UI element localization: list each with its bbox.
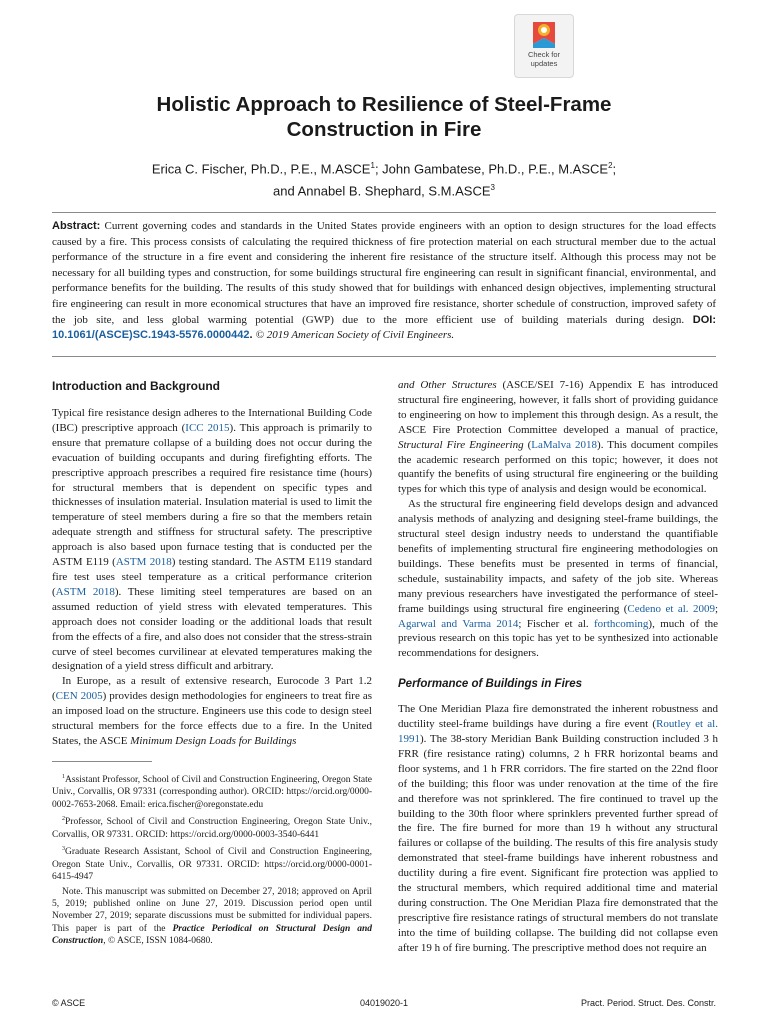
- author-2-affil: 2: [608, 161, 613, 170]
- footer-journal: Pract. Period. Struct. Des. Constr.: [580, 998, 716, 1008]
- citation-link[interactable]: forthcoming: [594, 617, 649, 630]
- footnote-mark: 2: [62, 816, 65, 823]
- text-run: ). This approach is primarily to ensure that premature collapse of a building does not occur during the evacuation of building occupants and during firefighting efforts. The prescriptive approach prescribes a required fire resistance time (hours) for structural members that is dependent on specific types and thicknesses of insulation material. Insulation material is used to limit the temperature of steel members during a fire so that the members retain adequate strength and stiffness for structural safety. The prescriptive approach is also based upon furnace testing that is conducted per the ASTM E119 (: [52, 421, 372, 569]
- paragraph: [398, 378, 718, 497]
- right-column: [398, 378, 718, 956]
- doi-label: DOI:: [684, 313, 716, 326]
- text-run-italic: Minimum Design Loads for Buildings: [130, 734, 297, 747]
- citation-link[interactable]: Agarwal and Varma 2014: [398, 617, 519, 630]
- footer-copyright: © ASCE: [52, 998, 86, 1008]
- abstract-text: Current governing codes and standards in the United States provide engineers with an option to design structures for the load effects caused by a fire. This process consists of calculating the required thickness of fire protection material on each structural member due to the actual performance of the structure in a fire event and considering the inherent fire resistance of the structure itself. Although this process may not be necessary for all building types and construction, for some buildings structural fire engineering can result in significant financial, environmental, and performance benefits for the building. The results of this study showed that for buildings with enhanced design objectives, implementing structural fire engineering can result in more economical structures that have an improved fire resistance, shorter schedule of construction, improved safety of the job site, and less global warming potential (GWP) due to the more efficient use of building materials during design.: [52, 220, 716, 326]
- author-line-2: [60, 178, 708, 200]
- section-heading: Introduction and Background: [52, 379, 220, 393]
- text-run: (ASCE/SEI 7-16) Appendix E has introduced structural fire engineering, however, it falls short of providing guidance to engineering on how to implement this through design. As a result, the ASCE Fire Protection Committee developed a manual of practice,: [398, 379, 718, 436]
- doi-link[interactable]: 10.1061/(ASCE)SC.1943-5576.0000442: [52, 329, 250, 342]
- citation-link[interactable]: ASTM 2018: [115, 556, 172, 569]
- citation-link[interactable]: Cedeno et al. 2009: [627, 602, 715, 615]
- journal-name: Practice Periodical on Structural Design and Construction: [52, 923, 372, 947]
- author-2: ; John Gambatese, Ph.D., P.E., M.ASCE: [374, 161, 609, 177]
- text-run: (: [523, 438, 532, 451]
- author-line-1: [60, 156, 708, 178]
- note-text: Note. This manuscript was submitted on December 27, 2018; approved on April 5, 2019; published online on June 27, 2019. Discussion period open until November 27, 2019; separate discussions must be submitted for individual papers. This paper is part of the: [52, 886, 372, 934]
- abstract-top-rule: [52, 212, 716, 213]
- footnote-mark: 1: [62, 773, 65, 780]
- abstract-copyright: © 2019 American Society of Civil Engineers.: [255, 329, 455, 342]
- author-3: and Annabel B. Shephard, S.M.ASCE: [273, 183, 491, 199]
- citation-link[interactable]: Routley et al. 1991: [398, 718, 718, 746]
- text-run: ), much of the previous research on this topic has yet to be synthesized into actionable recommendations for designers.: [398, 617, 719, 660]
- abstract-label: Abstract:: [52, 220, 101, 232]
- footnote: [52, 813, 372, 841]
- subsection-heading: Performance of Buildings in Fires: [398, 678, 583, 691]
- abstract: [52, 219, 716, 344]
- text-run-italic: Structural Fire Engineering: [398, 438, 524, 451]
- paragraph: [52, 406, 372, 674]
- paragraph: [398, 497, 718, 661]
- text-run: ). These limiting steel temperatures are based on an assumed reduction of yield stress with elevated temperatures. This approach does not consider loading or the additional loads that result from the effects of a fire, and also does not consider that the stress-strain curve of steel becomes curvilinear at elevated temperatures making the designation of a yield stress difficult and arbitrary.: [52, 585, 372, 673]
- footnote-text: Professor, School of Civil and Construction Engineering, Oregon State Univ., Corvallis, OR 97331. ORCID: https://orcid.org/0000-0003-3540-6441: [52, 817, 372, 840]
- text-run: As the structural fire engineering field develops design and advanced analysis methods of analyzing and designing steel-frame buildings, the structural steel design industry needs to understand the quantifiable benefits of implementing structural fire engineering methodologies on buildings. These benefits must be presented in terms of financial, schedule, sustainability impacts, and safety of the job site. Whereas many previous researchers have investigated the performance of steel-frame buildings using structural fire engineering (: [398, 498, 718, 615]
- paragraph: [52, 674, 372, 749]
- footnote: [52, 843, 372, 883]
- page-footer: [52, 998, 716, 1012]
- text-run: The One Meridian Plaza fire demonstrated the inherent robustness and ductility steel-frame buildings have during a fire event (: [398, 703, 718, 731]
- text-run: ) testing standard. The ASTM E119 standard fire test uses steel temperature as a critical performance criterion (: [52, 556, 372, 598]
- footnote: [52, 771, 372, 811]
- text-run: ). This document compiles the academic research performed on this topic; however, it does not quantify the benefits of using structural fire engineering or the building types for which this type of analysis and design would be economical.: [398, 438, 718, 496]
- text-run: Typical fire resistance design adheres to the International Building Code (IBC) prescriptive approach (: [52, 407, 372, 434]
- author-3-affil: 3: [490, 183, 495, 193]
- abstract-bottom-rule: [52, 356, 716, 357]
- paragraph: [398, 702, 718, 955]
- text-run: ; Fischer et al.: [518, 617, 595, 630]
- citation-link[interactable]: LaMalva 2018: [531, 438, 598, 451]
- paper-title: [60, 92, 708, 142]
- footnote-text: Assistant Professor, School of Civil and Construction Engineering, Oregon State Univ., Corvallis, OR 97331 (corresponding author). ORCID: https://orcid.org/0000-0002-7653-2068. Email: erica.fischer@oregonstate.edu: [52, 775, 372, 810]
- citation-link[interactable]: ASTM 2018: [55, 585, 115, 598]
- title-line-1: Holistic Approach to Resilience of Steel-Frame: [156, 93, 612, 116]
- footnote-text: Graduate Research Assistant, School of Civil and Construction Engineering, Oregon State Univ., Corvallis, OR 97331. ORCID: https://orcid.org/0000-0001-6415-4947: [52, 847, 372, 883]
- footnote-rule: [52, 761, 152, 762]
- text-run: ) provides design methodologies for engineers to treat fire as an imposed load on the structure. Engineers use this code to design steel structural members for the force effects due to a fire. In the United States, the ASCE: [52, 690, 372, 747]
- note-text: , © ASCE, ISSN 1084-0680.: [103, 936, 213, 947]
- check-for-updates-badge[interactable]: [514, 14, 574, 78]
- badge-label-2: updates: [530, 59, 558, 68]
- author-sep: ;: [612, 161, 617, 177]
- citation-link[interactable]: ICC 2015: [185, 421, 230, 434]
- author-list: [60, 156, 708, 201]
- footer-article-number: 04019020-1: [359, 998, 409, 1008]
- author-1: Erica C. Fischer, Ph.D., P.E., M.ASCE: [151, 161, 371, 177]
- doi-tail: .: [249, 329, 256, 342]
- title-line-2: Construction in Fire: [286, 118, 482, 141]
- text-run: ). The 38-story Meridian Bank Building construction included 3 h FRR (fire resistance rating) columns, 2 h FRR horizontal beams and floor systems, and 1 h FRR corridors. The fire started on the 22nd floor of the building; this floor was under renovation at the time of the fire and therefore was not sprinklered. The fire continued to travel up the building to the 30th floor where sprinklers prevented further spread of the fire. The fire burned for more than 19 h without any structural failures or collapse of the building. The results of this fire analysis study demonstrated that steel-frame buildings have inherent robustness and ductility during a fire event. Significant fire protection was applied to the structural members, which required additional time and material during construction. The One Meridian Plaza fire demonstrated that the prescriptive fire resistance ratings of structural members do not translate into the time of building collapse. The building did not collapse even after 19 h of fire burning. The prescriptive method does not require an: [398, 733, 718, 954]
- text-run: In Europe, as a result of extensive research, Eurocode 3 Part 1.2 (: [52, 675, 372, 703]
- footnote-mark: 3: [62, 846, 65, 853]
- author-1-affil: 1: [370, 161, 375, 170]
- left-column: [52, 378, 372, 950]
- text-run-italic: and Other Structures: [398, 379, 497, 391]
- citation-link[interactable]: CEN 2005: [55, 690, 103, 703]
- footnotes: [52, 771, 372, 948]
- badge-label-1: Check for: [527, 50, 561, 59]
- text-run: ;: [714, 602, 719, 615]
- submission-note: [52, 886, 372, 948]
- crossmark-icon: [531, 20, 557, 50]
